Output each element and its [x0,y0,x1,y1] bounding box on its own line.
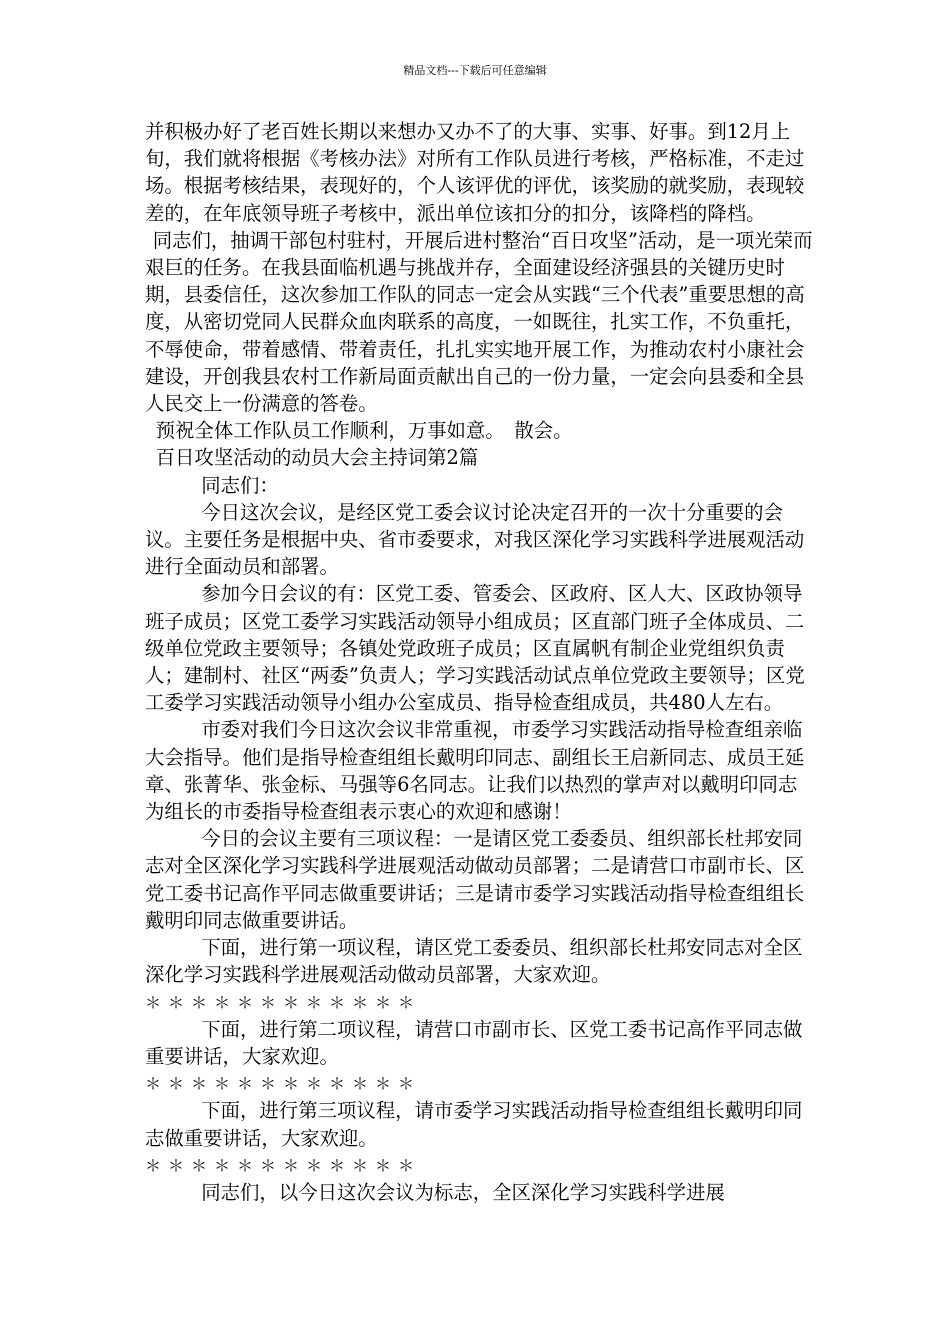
paragraph-comrades-task: 同志们，抽调干部包村驻村，开展后进村整治“百日攻坚”活动，是一项光荣而艰巨的任务。在我县面临机遇与挑战并存，全面建设经济强县的关键历史时期，县委信任，这次参加工作队的同志一定会从实践“三个代表”重要思想的高度，从密切党同人民群众血肉联系的高度，一如既往，扎实工作，不负重托，不辱使命，带着感情、带着责任，扎扎实实地开展工作，为推动农村小康社会建设，开创我县农村工作新局面贡献出自己的一份力量，一定会向县委和全县人民交上一份满意的答卷。 [145,228,813,416]
paragraph-attendees: 参加今日会议的有：区党工委、管委会、区政府、区人大、区政协领导班子成员；区党工委学习实践活动领导小组成员；区直部门班子全体成员、二级单位党政主要领导；各镇处党政班子成员；区直属帆有制企业党组织负责人；建制村、社区“两委”负责人；学习实践活动试点单位党政主要领导；区党工委学习实践活动领导小组办公室成员、指导检查组成员，共480人左右。 [145,582,805,715]
paragraph-agenda-item-2: 下面，进行第二项议程，请营口市副市长、区党工委书记高作平同志做重要讲话，大家欢迎。 [145,1017,803,1068]
document-body [145,118,815,1206]
paragraph-agenda-item-1: 下面，进行第一项议程，请区党工委委员、组织部长杜邦安同志对全区深化学习实践科学进展观活动做动员部署，大家欢迎。 [145,936,803,987]
section-title: 百日攻坚活动的动员大会主持词第2篇 [155,446,479,470]
paragraph-guidance-group: 市委对我们今日这次会议非常重视，市委学习实践活动指导检查组亲临大会指导。他们是指导检查组组长戴明印同志、副组长王启新同志、成员王延章、张菁华、张金标、马强等6名同志。让我们以热烈的掌声对以戴明印同志为组长的市委指导检查组表示衷心的欢迎和感谢！ [145,718,805,824]
paragraph-closing: 同志们，以今日这次会议为标志，全区深化学习实践科学进展 [201,1180,725,1204]
paragraph-assessment: 并积极办好了老百姓长期以来想办又办不了的大事、实事、好事。到12月上旬，我们就将根据《考核办法》对所有工作队员进行考核，严格标准，不走过场。根据考核结果，表现好的，个人该评优的评优，该奖励的就奖励，表现较差的，在年底领导班子考核中，派出单位该扣分的扣分，该降档的降档。 [145,120,805,225]
paragraph-agenda: 今日的会议主要有三项议程：一是请区党工委委员、组织部长杜邦安同志对全区深化学习实践科学进展观活动做动员部署；二是请营口市副市长、区党工委书记高作平同志做重要讲话；三是请市委学习实践活动指导检查组组长戴明印同志做重要讲话。 [145,827,805,932]
separator-stars: ＊＊＊＊＊＊＊＊＊＊＊＊ [145,992,422,1012]
paragraph-meeting-purpose: 今日这次会议，是经区党工委会议讨论决定召开的一次十分重要的会议。主要任务是根据中央、省市委要求，对我区深化学习实践科学进展观活动进行全面动员和部署。 [145,500,805,579]
paragraph-agenda-item-3: 下面，进行第三项议程，请市委学习实践活动指导检查组组长戴明印同志做重要讲话，大家欢迎。 [145,1099,803,1150]
salutation: 同志们： [201,473,279,497]
separator-stars: ＊＊＊＊＊＊＊＊＊＊＊＊ [145,1074,422,1094]
separator-stars: ＊＊＊＊＊＊＊＊＊＊＊＊ [145,1155,422,1175]
paragraph-wishes-adjourn: 预祝全体工作队员工作顺利，万事如意。 散会。 [155,419,573,443]
page-header: 精品文档---下载后可任意编辑 [403,64,547,77]
